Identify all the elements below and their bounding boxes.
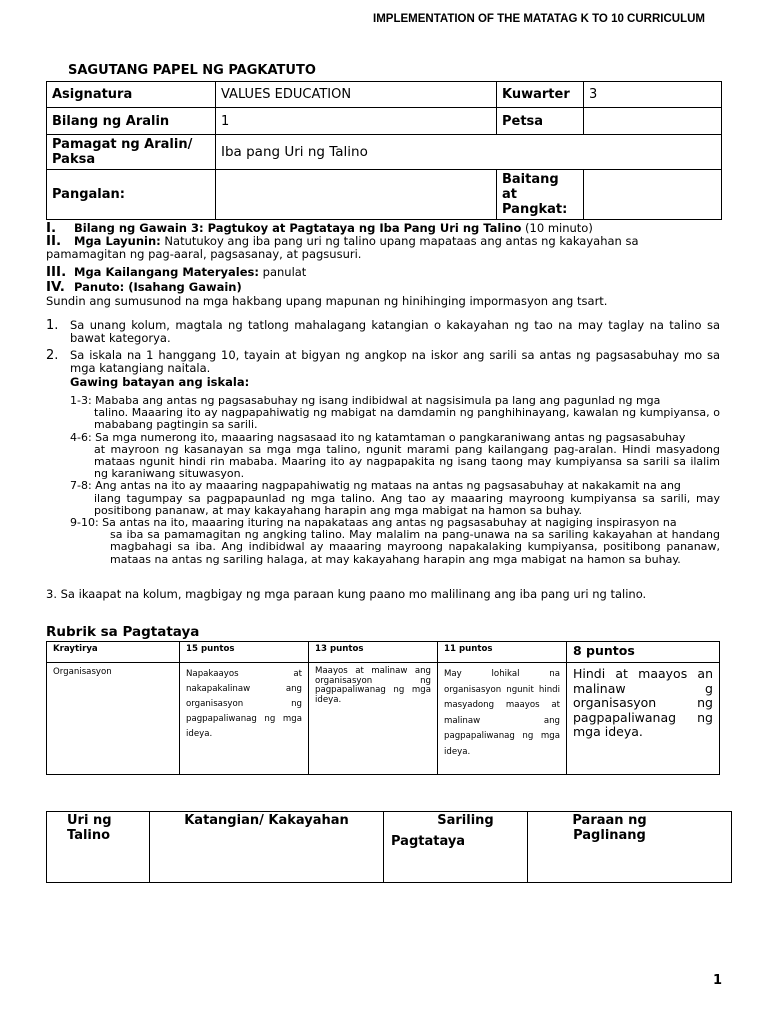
paraan-header: Paraan ng Paglinang — [528, 812, 732, 883]
asignatura-label: Asignatura — [47, 82, 216, 108]
step-3-text: 3. Sa ikaapat na kolum, magbigay ng mga paraan kung paano mo malilinang ang iba pang uri ng talino. — [46, 587, 647, 601]
pamagat-label: Pamagat ng Aralin/ Paksa — [47, 135, 216, 170]
section-2-text-cont: pamamagitan ng pag-aaral, pagsasanay, at pagsusuri. — [46, 247, 362, 261]
section-3 — [46, 264, 306, 280]
petsa-label: Petsa — [497, 108, 584, 135]
rubric-header-cell: 11 puntos — [438, 642, 567, 663]
info-table — [46, 81, 722, 220]
scale-heading: Gawing batayan ang iskala: — [70, 375, 250, 389]
rubric-cell: Hindi at maayos an malinaw g organisasyon ng pagpapaliwanag ng mga ideya. — [567, 663, 720, 775]
rubric-header-cell: 13 puntos — [309, 642, 438, 663]
baitang-value — [584, 170, 722, 220]
kuwarter-value: 3 — [584, 82, 722, 108]
scale-item: 7-8: Ang antas na ito ay maaaring nagpapahiwatig ng mataas na antas ng pagsasabuhay at nakakamit na ang ilang tagumpay sa pagpapaunlad ng mga talino. Ang tao ay maaaring mayroong kumpiyansa sa sarili, may positibong pananaw, at may kakayahang harapin ang mga mabigat na hamon sa buhay. — [70, 479, 720, 517]
rubric-heading: Rubrik sa Pagtataya — [46, 624, 200, 640]
rubric-cell: May lohikal na organisasyon ngunit hindi masyadong maayos at malinaw ang pagpapaliwanag ng mga ideya. — [438, 663, 567, 775]
answer-table — [46, 811, 732, 883]
section-1-title: Bilang ng Gawain 3: Pagtukoy at Pagtataya ng Iba Pang Uri ng Talino — [74, 221, 522, 235]
document-header: IMPLEMENTATION OF THE MATATAG K TO 10 CURRICULUM — [373, 13, 705, 25]
kuwarter-label: Kuwarter — [497, 82, 584, 108]
section-3-title: Mga Kailangang Materyales: — [74, 265, 259, 279]
section-4-number: IV. — [46, 279, 65, 295]
aralin-label: Bilang ng Aralin — [47, 108, 216, 135]
section-3-text: panulat — [258, 265, 307, 279]
rubric-cell: Organisasyon — [47, 663, 180, 775]
instruction-text: Sundin ang sumusunod na mga hakbang upang mapunan ng hinihinging impormasyon ang tsart. — [46, 294, 608, 308]
uri-ng-talino-header: Uri ng Talino — [47, 812, 150, 883]
page-number: 1 — [713, 973, 723, 988]
rubric-row — [47, 663, 720, 775]
baitang-label: Baitang at Pangkat: — [497, 170, 584, 220]
section-2-number: II. — [46, 233, 62, 249]
section-4-title: Panuto: (Isahang Gawain) — [74, 280, 242, 294]
rubric-cell: Maayos at malinaw ang organisasyon ng pagpapaliwanag ng mga ideya. — [309, 663, 438, 775]
step-1-text: Sa unang kolum, magtala ng tatlong mahalagang katangian o kakayahan ng tao na may taglay na talino sa bawat kategorya. — [70, 318, 720, 345]
rubric-header-cell: Kraytirya — [47, 642, 180, 663]
section-2 — [46, 235, 726, 261]
worksheet-title: SAGUTANG PAPEL NG PAGKATUTO — [68, 63, 316, 78]
scale-item: 4-6: Sa mga numerong ito, maaaring nagsasaad ito ng katamtaman o pangkaraniwang antas ng pagsasabuhay at mayroon ng kasanayan sa mga mga talino, ngunit marami pang kailangang pag-aralan. Hindi masyadong mataas ngunit hindi rin mababa. Maaring ito ay nagpapakita ng isang taong may kumpiyansa sa sarili sa ilalim ng karaniwang situwasyon. — [70, 430, 720, 481]
pangalan-label: Pangalan: — [47, 170, 216, 220]
sariling-pagtataya-header — [384, 812, 528, 883]
section-4 — [46, 279, 242, 295]
section-3-number: III. — [46, 264, 67, 280]
scale-item: 1-3: Mababa ang antas ng pagsasabuhay ng isang indibidwal at nagsisimula pa lang ang pagunlad ng mga talino. Maaaring ito ay nagpapahiwatig ng mabigat na damdamin ng panghihinayang, kawalan ng kumpiyansa, o mababang pagtingin sa sarili. — [70, 394, 720, 432]
section-2-title: Mga Layunin: — [74, 234, 161, 248]
katangian-header: Katangian/ Kakayahan — [150, 812, 384, 883]
step-2-number: 2. — [46, 348, 59, 363]
pangalan-value — [216, 170, 497, 220]
scale-item: 9-10: Sa antas na ito, maaaring ituring na napakataas ang antas ng pagsasabuhay at nagiging inspirasyon na sa iba sa pamamagitan ng angking talino. May malalim na pang-unawa na sa sariling kakayahan at handang magbahagi sa iba. Ang indibidwal ay maaaring mayroong napakalaking kumpiyansa, positibong pananaw, mataas na antas ng sariling halaga, at may kakayahang harapin ang mga mabigat na hamon sa buhay. — [70, 516, 720, 566]
section-2-text: Natutukoy ang iba pang uri ng talino upang mapataas ang antas ng kakayahan sa — [160, 234, 639, 248]
section-1-time: (10 minuto) — [521, 221, 593, 235]
section-1-number: I. — [46, 220, 57, 236]
asignatura-value: VALUES EDUCATION — [216, 82, 497, 108]
pagtataya-label: Pagtataya — [391, 834, 466, 849]
rubric-cell: Napakaayos at nakapakalinaw ang organisasyon ng pagpapaliwanag ng mga ideya. — [180, 663, 309, 775]
petsa-value — [584, 108, 722, 135]
step-1-number: 1. — [46, 318, 59, 333]
rubric-header-row — [47, 642, 720, 663]
rubric-table — [46, 641, 720, 775]
aralin-value: 1 — [216, 108, 497, 135]
pamagat-value: Iba pang Uri ng Talino — [216, 135, 722, 170]
rubric-header-cell: 15 puntos — [180, 642, 309, 663]
step-2-text: Sa iskala na 1 hanggang 10, tayain at bigyan ng angkop na iskor ang sarili sa antas ng pagsasabuhay mo sa mga katangiang naitala. — [70, 348, 720, 375]
sariling-label: Sariling — [437, 813, 494, 828]
rubric-header-cell: 8 puntos — [567, 642, 720, 663]
scale-list — [70, 395, 720, 566]
